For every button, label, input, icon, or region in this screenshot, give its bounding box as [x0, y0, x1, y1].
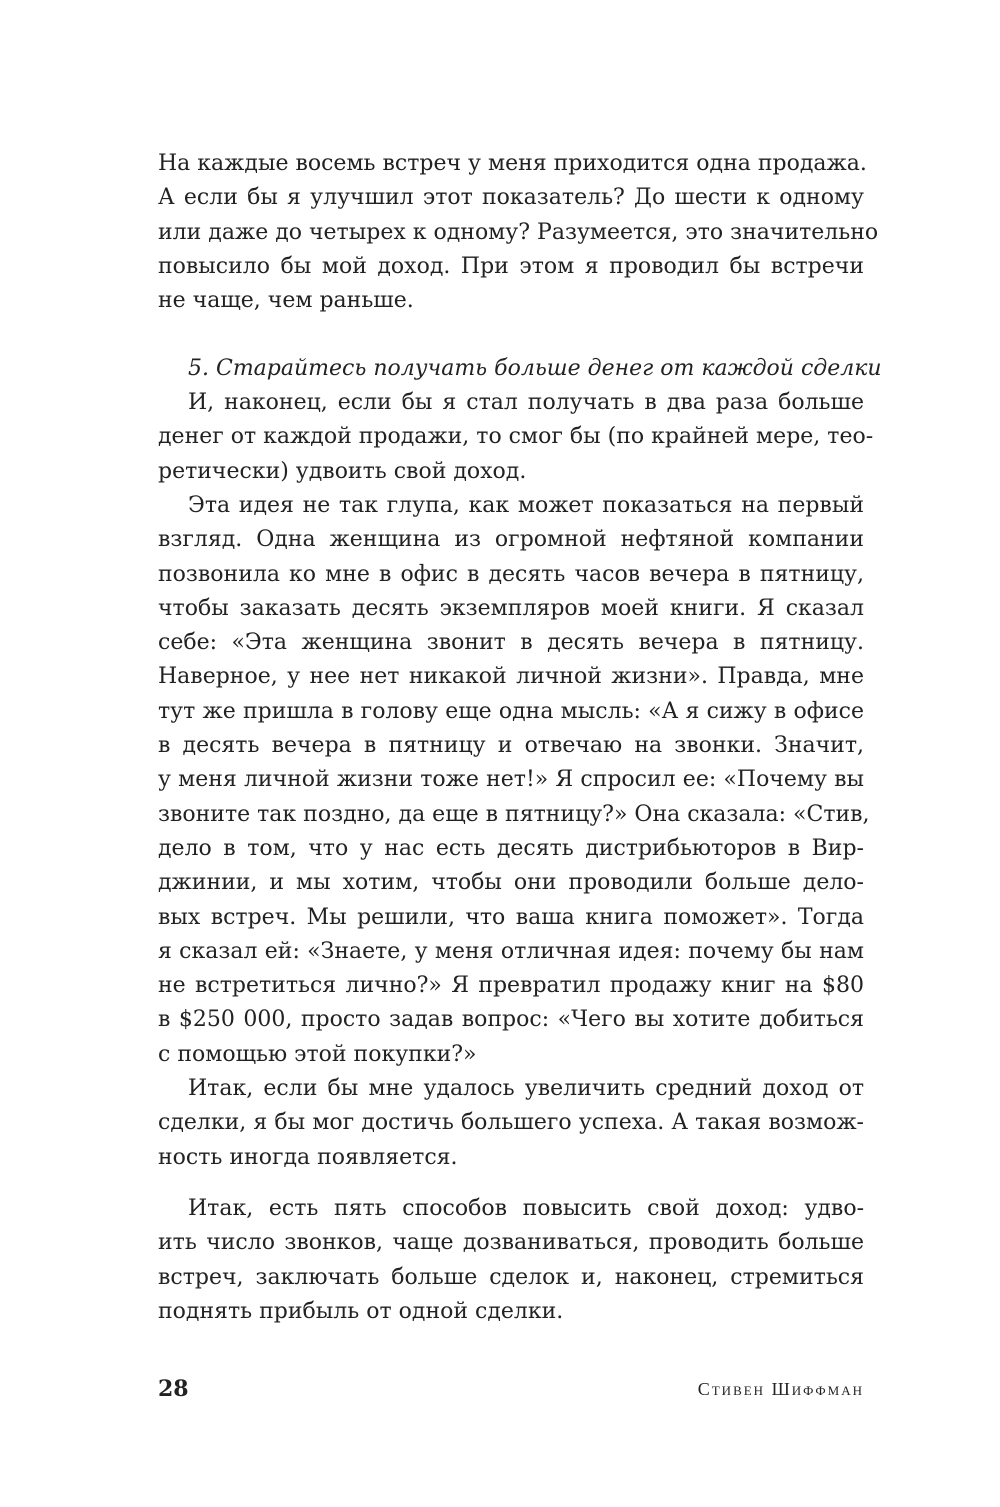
text-line: Итак, есть пять способов повысить свой доход: удво- — [188, 1196, 864, 1221]
text-line: я сказал ей: «Знаете, у меня отличная идея: почему бы нам — [158, 938, 864, 964]
section-heading-5 — [158, 352, 882, 386]
paragraph-1 — [158, 147, 879, 318]
text-line: в $250 000, просто задав вопрос: «Чего вы хотите добиться — [158, 1007, 864, 1033]
text-line: с помощью этой покупки?» — [158, 1041, 477, 1067]
text-line: ретически) удвоить свой доход. — [158, 458, 527, 484]
text-line: позвонила ко мне в офис в десять часов вечера в пятницу, — [158, 561, 864, 587]
text-line: у меня личной жизни тоже нет!» Я спросил ее: «Почему вы — [158, 767, 864, 793]
text-line: На каждые восемь встреч у меня приходится одна продажа. — [158, 151, 867, 176]
text-line: чтобы заказать десять экземпляров моей книги. Я сказал — [158, 595, 864, 621]
text-line: встреч, заключать больше сделок и, наконец, стремиться — [158, 1264, 864, 1290]
running-head-author: Стивен Шиффман — [697, 1379, 864, 1399]
text-line: Итак, если бы мне удалось увеличить средний доход от — [188, 1076, 864, 1101]
text-line: не чаще, чем раньше. — [158, 288, 414, 314]
heading-text: 5. Старайтесь получать больше денег от каждой сделки — [188, 356, 882, 381]
text-line: И, наконец, если бы я стал получать в два раза больше — [188, 390, 864, 415]
text-line: в десять вечера в пятницу и отвечаю на звонки. Значит, — [158, 733, 864, 759]
text-line: ность иногда появляется. — [158, 1144, 458, 1170]
text-line: себе: «Эта женщина звонит в десять вечера в пятницу. — [158, 630, 864, 656]
text-line: ить число звонков, чаще дозваниваться, проводить больше — [158, 1230, 864, 1256]
paragraph-2 — [158, 386, 874, 489]
paragraph-3 — [158, 489, 870, 1072]
paragraph-4 — [158, 1072, 864, 1175]
text-line: Эта идея не так глупа, как может показаться на первый — [188, 493, 864, 518]
text-line: Наверное, у нее нет никакой личной жизни». Правда, мне — [158, 664, 864, 690]
text-line: вых встреч. Мы решили, что ваша книга поможет». Тогда — [158, 904, 864, 930]
text-line: или даже до четырех к одному? Разумеется, это значительно — [158, 219, 879, 245]
page-number: 28 — [158, 1376, 189, 1402]
text-line: джинии, и мы хотим, чтобы они проводили больше дело- — [158, 870, 864, 896]
text-line: сделки, я бы мог достичь большего успеха. А такая возмож- — [158, 1110, 864, 1136]
paragraph-5 — [158, 1192, 864, 1329]
page-footer — [158, 1376, 864, 1406]
text-line: дело в том, что у нас есть десять дистрибьюторов в Вир- — [158, 835, 864, 861]
text-line: А если бы я улучшил этот показатель? До шести к одному — [158, 185, 864, 211]
text-line: звоните так поздно, да еще в пятницу?» Она сказала: «Стив, — [158, 801, 870, 827]
text-line: повысило бы мой доход. При этом я проводил бы встречи — [158, 253, 864, 279]
text-line: тут же пришла в голову еще одна мысль: «А я сижу в офисе — [158, 698, 864, 724]
text-line: денег от каждой продажи, то смог бы (по крайней мере, тео- — [158, 424, 874, 450]
text-line: взгляд. Одна женщина из огромной нефтяной компании — [158, 527, 864, 553]
text-line: поднять прибыль от одной сделки. — [158, 1298, 564, 1324]
text-line: не встретиться лично?» Я превратил продажу книг на $80 — [158, 973, 864, 999]
